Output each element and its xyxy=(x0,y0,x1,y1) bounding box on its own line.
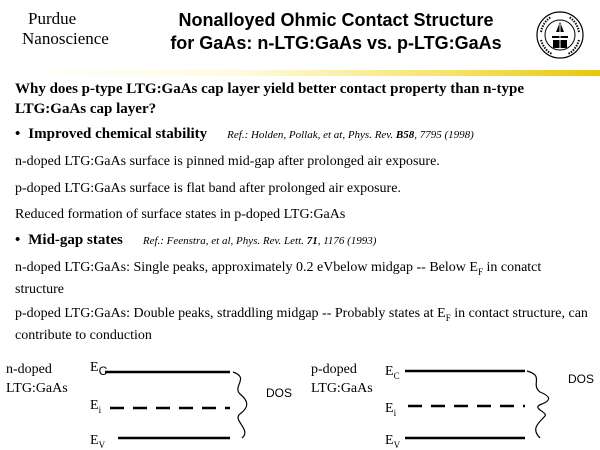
text-line-1: n-doped LTG:GaAs surface is pinned mid-gap after prolonged air exposure. xyxy=(15,154,440,169)
diagram-label-2: LTG:GaAs xyxy=(311,381,373,396)
ec-label: EC xyxy=(90,360,108,378)
band-diagrams xyxy=(0,350,600,450)
bullet: • xyxy=(15,232,21,248)
slide-header xyxy=(0,0,600,70)
title-line-2: for GaAs: n-LTG:GaAs vs. p-LTG:GaAs xyxy=(170,33,502,53)
section-heading: Improved chemical stability xyxy=(28,126,208,142)
band-diagram-n xyxy=(6,360,292,450)
dos-label: DOS xyxy=(266,386,293,400)
dos-curve xyxy=(233,372,247,438)
title-line-1: Nonalloyed Ohmic Contact Structure xyxy=(178,10,494,30)
diagram-label-1: p-doped xyxy=(311,362,357,377)
diagram-label-1: n-doped xyxy=(6,362,52,377)
diagram-label-2: LTG:GaAs xyxy=(6,381,68,396)
band-diagram-p xyxy=(311,362,594,450)
slide-title xyxy=(142,9,530,55)
org-name xyxy=(22,9,109,49)
org-line-2: Nanoscience xyxy=(22,29,109,48)
reference: Ref.: Holden, Pollak, et at, Phys. Rev. B58, 7795 (1998) xyxy=(227,129,474,141)
header-rule xyxy=(0,70,600,76)
section-chemical-stability xyxy=(15,126,474,143)
dos-curve xyxy=(527,371,549,438)
reference: Ref.: Feenstra, et al, Phys. Rev. Lett. 71, 1176 (1993) xyxy=(142,235,377,247)
university-seal-icon xyxy=(535,10,585,60)
question-text: Why does p-type LTG:GaAs cap layer yield better contact property than n-type LTG:GaAs cap layer? xyxy=(15,81,525,117)
bullet: • xyxy=(15,126,21,142)
ev-label: $E_V$ xyxy=(90,433,106,450)
ei-label: $E_i$ xyxy=(385,401,397,418)
ev-label: $E_V$ xyxy=(385,433,401,450)
text-line-2: p-doped LTG:GaAs surface is flat band after prolonged air exposure. xyxy=(15,181,401,196)
paragraph-p-doped: p-doped LTG:GaAs: Double peaks, straddling midgap -- Probably states at $E_F$ in contact structure, can contribute to conduction xyxy=(15,306,588,343)
ec-label: $E_C$ xyxy=(385,364,400,381)
ei-label: $E_i$ xyxy=(90,398,102,415)
org-line-1: Purdue xyxy=(28,9,77,28)
text-line-3: Reduced formation of surface states in p-doped LTG:GaAs xyxy=(15,207,346,222)
dos-label: DOS xyxy=(568,372,595,386)
paragraph-n-doped: n-doped LTG:GaAs: Single peaks, approximately 0.2 eVbelow midgap -- Below $E_F$ in conatct structure xyxy=(15,260,542,297)
section-mid-gap-states xyxy=(15,232,376,249)
section-heading: Mid-gap states xyxy=(28,232,123,248)
